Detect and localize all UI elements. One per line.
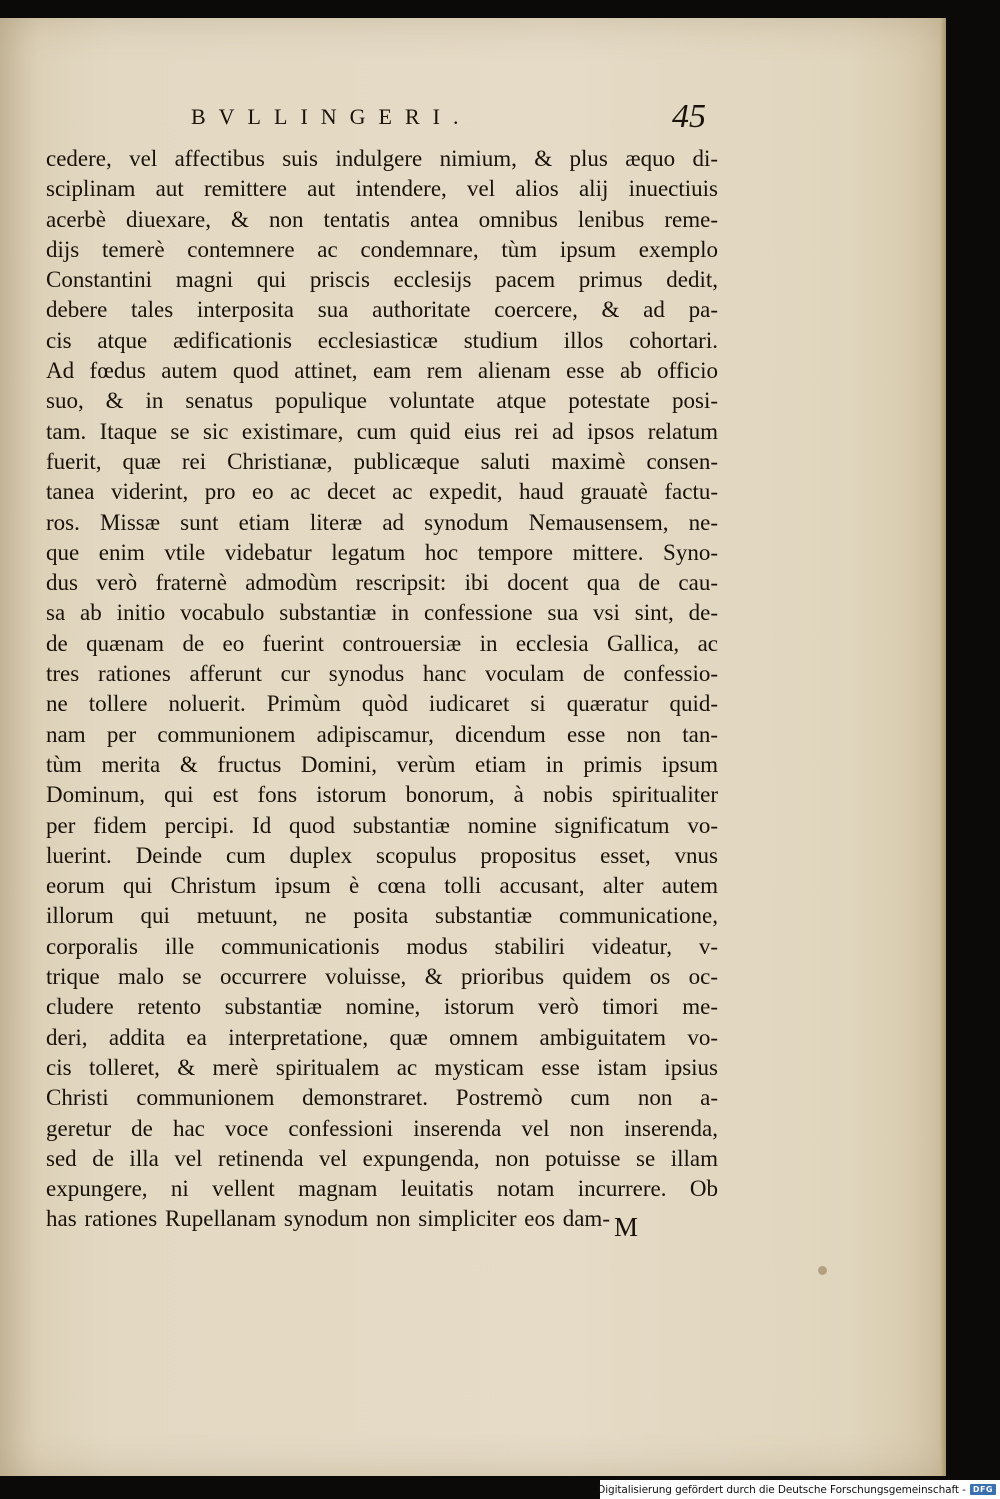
text-line: tres rationes afferunt cur synodus hanc voculam de confessio-: [46, 661, 718, 687]
text-line: trique malo se occurrere voluisse, & prioribus quidem os oc-: [46, 964, 718, 990]
page-number: 45: [672, 98, 706, 135]
text-line: tam. Itaque se sic existimare, cum quid eius rei ad ipsos relatum: [46, 418, 718, 444]
text-line: Christi communionem demonstraret. Postremò cum non a-: [46, 1085, 718, 1111]
text-line: dijs temerè contemnere ac condemnare, tùm ipsum exemplo: [46, 236, 718, 262]
text-line: que enim vtile videbatur legatum hoc tempore mittere. Syno-: [46, 539, 718, 565]
catchword: M: [614, 1212, 639, 1242]
text-line: Constantini magni qui priscis ecclesijs pacem primus dedit,: [46, 267, 718, 293]
text-line: has rationes Rupellanam synodum non simpliciter eos dam-: [46, 1206, 610, 1232]
text-line: cludere retento substantiæ nomine, istorum verò timori me-: [46, 994, 718, 1020]
text-line: cis tolleret, & merè spiritualem ac mysticam esse istam ipsius: [46, 1054, 718, 1080]
book-page: [0, 18, 946, 1476]
body-text: [46, 144, 718, 1235]
text-line: ne tollere noluerit. Primùm quòd iudicaret si quæratur quid-: [46, 691, 718, 717]
text-line: fuerit, quæ rei Christianæ, publicæque saluti maximè consen-: [46, 448, 718, 474]
text-line: per fidem percipi. Id quod substantiæ nomine significatum vo-: [46, 812, 718, 838]
paper-stain: [818, 1266, 827, 1275]
text-line: illorum qui metuunt, ne posita substantiæ communicatione,: [46, 903, 718, 929]
text-line: sa ab initio vocabulo substantiæ in confessione sua vsi sint, de-: [46, 600, 718, 626]
text-line: deri, addita ea interpretatione, quæ omnem ambiguitatem vo-: [46, 1024, 718, 1050]
page-edge: [940, 18, 946, 1476]
text-line: acerbè diuexare, & non tentatis antea omnibus lenibus reme-: [46, 206, 718, 232]
text-line: cis atque ædificationis ecclesiasticæ studium illos cohortari.: [46, 327, 718, 353]
text-line: de quænam de eo fuerint controuersiæ in ecclesia Gallica, ac: [46, 630, 718, 656]
text-line: eorum qui Christum ipsum è cœna tolli accusant, alter autem: [46, 873, 718, 899]
text-line: tanea viderint, pro eo ac decet ac expedit, haud grauatè factu-: [46, 479, 718, 505]
digitization-credit: Digitalisierung gefördert durch die Deutsche Forschungsgemeinschaft -: [597, 1483, 966, 1496]
running-head: BVLLINGERI.: [191, 104, 472, 129]
text-line: cedere, vel affectibus suis indulgere nimium, & plus æquo di-: [46, 146, 718, 171]
text-line: debere tales interposita sua authoritate coercere, & ad pa-: [46, 297, 718, 323]
text-line: luerint. Deinde cum duplex scopulus propositus esset, vnus: [46, 842, 718, 868]
digitization-credit-bar: [597, 1480, 1000, 1499]
text-line: geretur de hac voce confessioni inserenda vel non inserenda,: [46, 1115, 718, 1141]
text-line: corporalis ille communicationis modus stabiliri videatur, v-: [46, 933, 718, 959]
text-line: nam per communionem adipiscamur, dicendum esse non tan-: [46, 721, 718, 747]
text-line: expungere, ni vellent magnam leuitatis notam incurrere. Ob: [46, 1176, 718, 1202]
text-line: ros. Missæ sunt etiam literæ ad synodum Nemausensem, ne-: [46, 509, 718, 535]
text-line: sed de illa vel retinenda vel expungenda, non potuisse se illam: [46, 1145, 718, 1171]
text-line: tùm merita & fructus Domini, verùm etiam in primis ipsum: [46, 751, 718, 777]
text-line: Dominum, qui est fons istorum bonorum, à nobis spiritualiter: [46, 782, 718, 808]
dfg-logo-icon: DFG: [970, 1484, 996, 1495]
text-line: dus verò fraternè admodùm rescripsit: ibi docent qua de cau-: [46, 570, 718, 596]
text-line: Ad fœdus autem quod attinet, eam rem alienam esse ab officio: [46, 358, 718, 384]
text-line: suo, & in senatus populique voluntate atque potestate posi-: [46, 388, 718, 414]
text-line: sciplinam aut remittere aut intendere, vel alios alij inuectiuis: [46, 176, 718, 202]
